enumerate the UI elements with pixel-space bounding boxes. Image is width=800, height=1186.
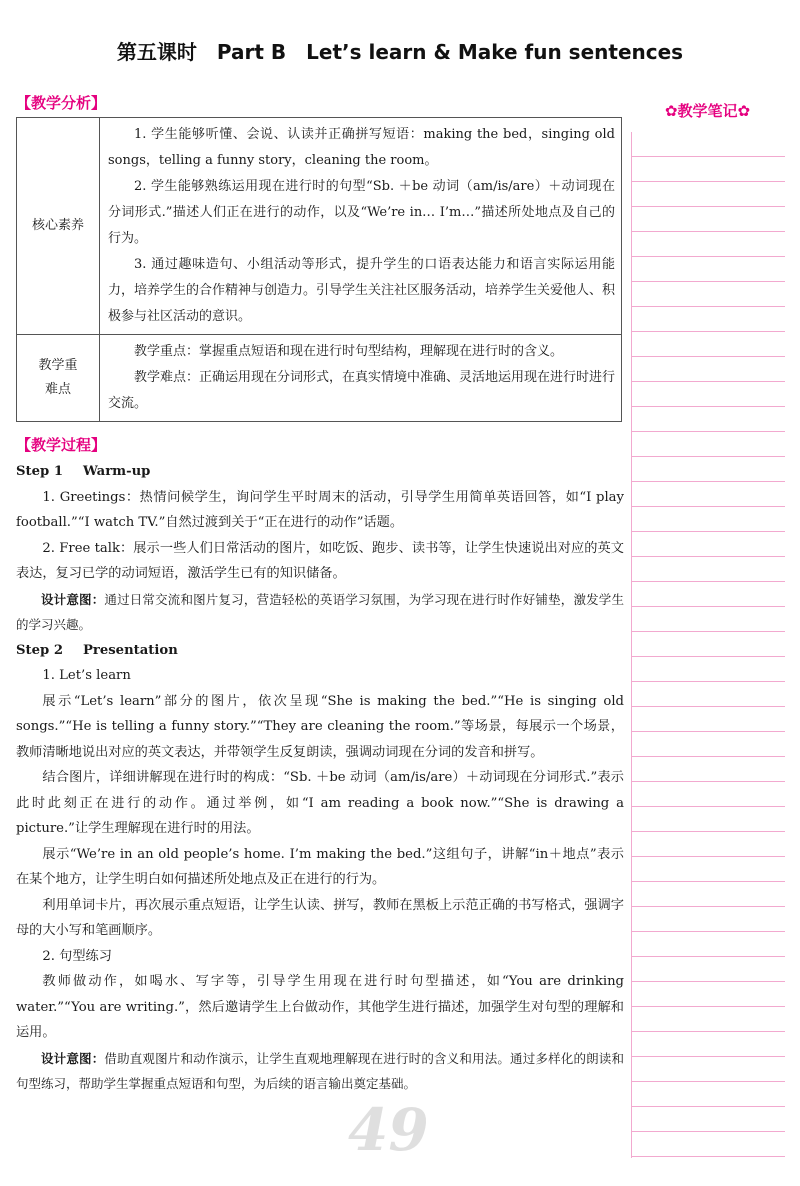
sub-heading: 1. Let’s learn xyxy=(42,668,131,683)
row-label: 核心素养 xyxy=(17,118,100,335)
step-label: Step 1 xyxy=(16,464,63,479)
process-body xyxy=(16,459,624,1097)
intent-text: 通过日常交流和图片复习，营造轻松的英语学习氛围，为学习现在进行时作好铺垫，激发学生的学习兴趣。 xyxy=(16,591,624,632)
page-number: 49 xyxy=(348,1096,429,1164)
step-heading xyxy=(16,459,624,485)
paragraph: 1. 学生能够听懂、会说、认读并正确拼写短语：making the bed，singing old songs，telling a funny story，cleaning the room。 xyxy=(108,127,615,168)
analysis-heading: 【教学分析】 xyxy=(16,94,107,112)
notes-sidebar xyxy=(631,90,784,1158)
analysis-table xyxy=(16,117,622,422)
paragraph: 展示“Let’s learn”部分的图片，依次呈现“She is making the bed.”“He is singing old songs.”“He is telling a funny story.”“They are cleaning the room.”等场景，每展示一个场景，教师清晰地说出对应的英文表达，并带领学生反复朗读，强调动词现在分词的发音和拼写。 xyxy=(16,693,624,760)
step-name: Presentation xyxy=(83,642,178,658)
paragraph: 3. 通过趣味造句、小组活动等形式，提升学生的口语表达能力和语言实际运用能力，培养学生的合作精神与创造力。引导学生关注社区服务活动，培养学生关爱他人、积极参与社区活动的意识。 xyxy=(108,257,616,324)
paragraph: 2. 学生能够熟练运用现在进行时的句型“Sb. ＋be 动词（am/is/are）＋动词现在分词形式.”描述人们正在进行的动作，以及“We’re in… I’m…”描述所处地点及自己的行为。 xyxy=(108,179,615,246)
paragraph: 教学难点：正确运用现在分词形式，在真实情境中准确、灵活地运用现在进行时进行交流。 xyxy=(108,370,616,411)
intent-text: 借助直观图片和动作演示，让学生直观地理解现在进行时的含义和用法。通过多样化的朗读和句型练习，帮助学生掌握重点短语和句型，为后续的语言输出奠定基础。 xyxy=(16,1050,624,1091)
row-content xyxy=(100,335,622,422)
intent-label: 设计意图： xyxy=(41,591,105,607)
lesson-title: 第五课时 Part B Let’s learn & Make fun sentences xyxy=(116,40,684,64)
design-intent xyxy=(16,587,624,638)
paragraph: 1. Greetings：热情问候学生，询问学生平时周末的活动，引导学生用简单英语回答，如“I play football.”“I watch TV.”自然过渡到关于“正在进行的动作”话题。 xyxy=(16,489,624,530)
notes-lines xyxy=(631,132,785,1158)
step-label: Step 2 xyxy=(16,642,63,658)
paragraph: 利用单词卡片，再次展示重点短语，让学生认读、拼写，教师在黑板上示范正确的书写格式，强调字母的大小写和笔画顺序。 xyxy=(16,897,624,938)
main-content xyxy=(16,92,624,1097)
table-row xyxy=(17,118,622,335)
intent-label: 设计意图： xyxy=(41,1050,105,1066)
step-name: Warm-up xyxy=(83,464,151,479)
row-content xyxy=(100,118,622,335)
paragraph: 结合图片，详细讲解现在进行时的构成：“Sb. ＋be 动词（am/is/are）＋动词现在分词形式.”表示此时此刻正在进行的动作。通过举例，如“I am reading a book now.”“She is drawing a picture.”让学生理解现在进行时的用法。 xyxy=(16,770,624,836)
step-heading xyxy=(16,638,624,664)
row-label-text: 教学重难点 xyxy=(38,358,78,397)
notes-heading: ✿教学笔记✿ xyxy=(631,90,784,132)
process-heading: 【教学过程】 xyxy=(16,436,107,454)
paragraph: 展示“We’re in an old people’s home. I’m making the bed.”这组句子，讲解“in＋地点”表示在某个地方，让学生明白如何描述所处地点及正在进行的行为。 xyxy=(16,846,624,887)
paragraph: 2. Free talk：展示一些人们日常活动的图片，如吃饭、跑步、读书等，让学生快速说出对应的英文表达，复习已学的动词短语，激活学生已有的知识储备。 xyxy=(16,540,624,581)
paragraph: 教学重点：掌握重点短语和现在进行时句型结构，理解现在进行时的含义。 xyxy=(134,344,564,359)
row-label xyxy=(17,335,100,422)
paragraph: 教师做动作，如喝水、写字等，引导学生用现在进行时句型描述，如“You are drinking water.”“You are writing.”，然后邀请学生上台做动作，其他学生进行描述，加强学生对句型的理解和运用。 xyxy=(16,974,624,1040)
sub-heading: 2. 句型练习 xyxy=(42,948,112,964)
table-row xyxy=(17,335,622,422)
design-intent xyxy=(16,1046,624,1097)
